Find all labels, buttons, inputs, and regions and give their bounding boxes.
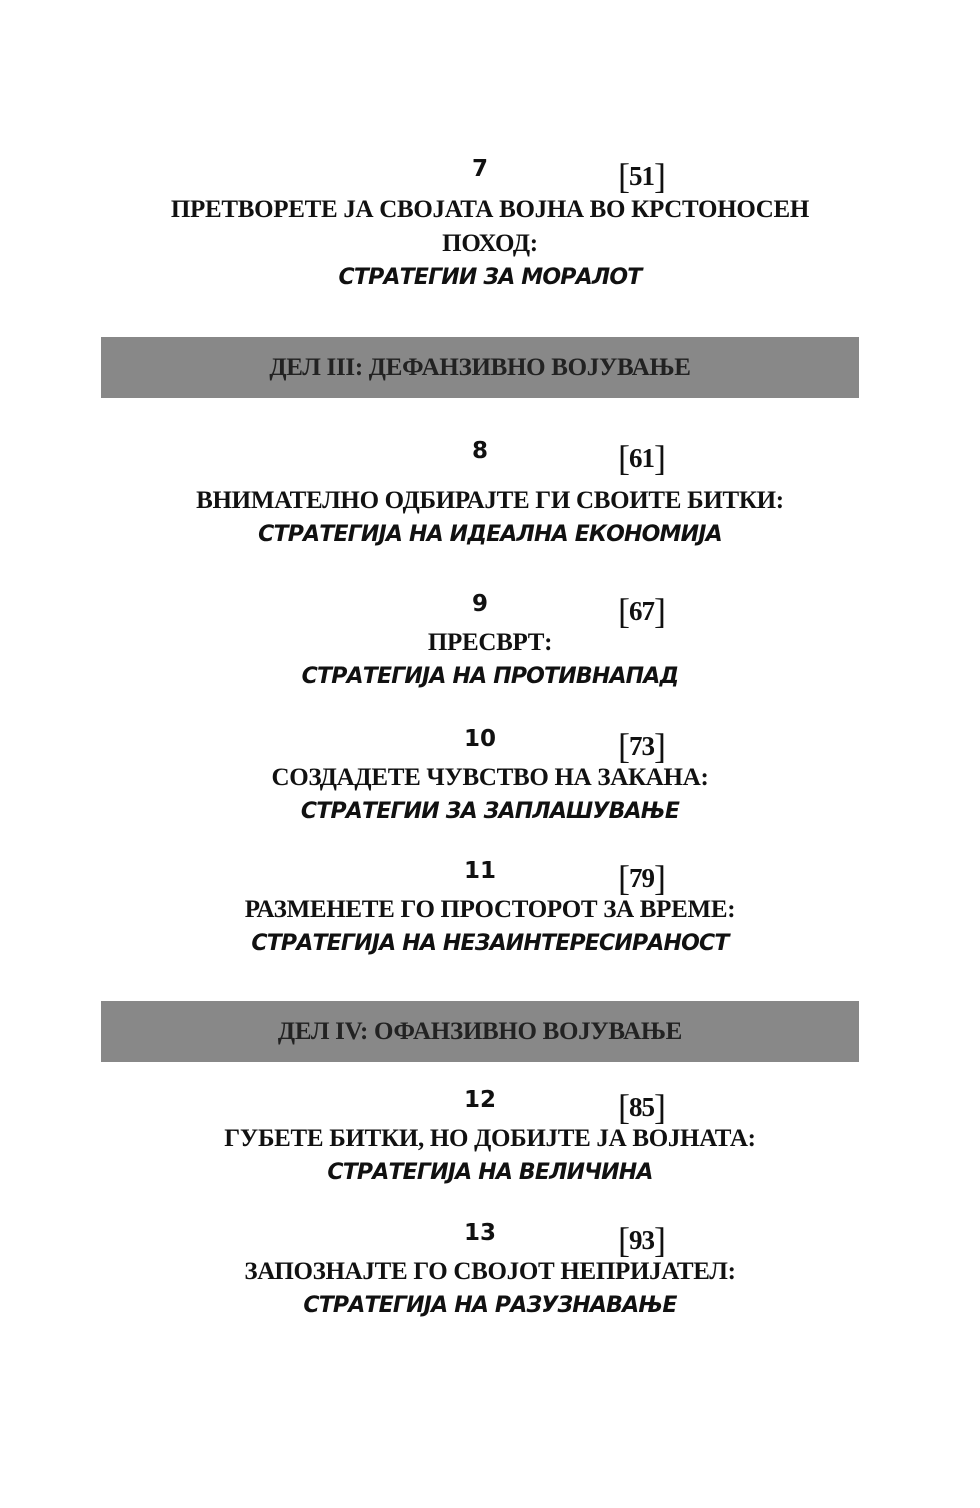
part-3-banner: ДЕЛ III: ДЕФАНЗИВНО ВОЈУВАЊЕ [101,337,859,398]
chapter-number: 12 [463,1087,496,1113]
chapter-8-entry[interactable] [0,484,980,552]
chapter-number: 7 [471,156,488,182]
chapter-number: 8 [471,438,488,464]
chapter-subtitle: СТРАТЕГИЈА НА НЕЗАИНТЕРЕСИРАНОСТ [251,931,729,956]
chapter-8-header [0,434,980,478]
chapter-11-header [0,854,980,898]
chapter-number: 10 [463,726,496,752]
page-reference[interactable]: [73] [618,726,665,766]
page-reference[interactable]: [93] [618,1220,665,1260]
chapter-subtitle: СТРАТЕГИИ ЗА МОРАЛОТ [338,265,642,290]
chapter-title: ГУБЕТЕ БИТКИ, НО ДОБИЈТЕ ЈА ВОЈНАТА: [224,1125,756,1152]
chapter-9-header [0,587,980,631]
chapter-subtitle: СТРАТЕГИЈА НА ИДЕАЛНА ЕКОНОМИЈА [258,522,722,547]
page-reference[interactable]: [85] [618,1087,665,1127]
chapter-number: 13 [463,1220,496,1246]
chapter-subtitle: СТРАТЕГИЈА НА ВЕЛИЧИНА [327,1160,653,1185]
chapter-12-header [0,1083,980,1127]
chapter-title: ПРЕСВРТ: [427,629,553,656]
chapter-title: РАЗМЕНЕТЕ ГО ПРОСТОРОТ ЗА ВРЕМЕ: [244,896,736,923]
page-reference[interactable]: [67] [618,591,665,631]
chapter-title: ЗАПОЗНАЈТЕ ГО СВОЈОТ НЕПРИЈАТЕЛ: [244,1258,736,1285]
chapter-number: 11 [463,858,496,884]
part-4-banner: ДЕЛ IV: ОФАНЗИВНО ВОЈУВАЊЕ [101,1001,859,1062]
chapter-title: СОЗДАДЕТЕ ЧУВСТВО НА ЗАКАНА: [271,764,709,791]
chapter-subtitle: СТРАТЕГИЈА НА ПРОТИВНАПАД [301,664,679,689]
chapter-subtitle: СТРАТЕГИЈА НА РАЗУЗНАВАЊЕ [303,1293,677,1318]
chapter-title: ВНИМАТЕЛНО ОДБИРАЈТЕ ГИ СВОИТЕ БИТКИ: [196,487,784,514]
page-reference[interactable]: [51] [618,156,665,196]
chapter-13-entry[interactable] [0,1255,980,1323]
chapter-title-line2: ПОХОД: [442,230,538,257]
chapter-subtitle: СТРАТЕГИИ ЗА ЗАПЛАШУВАЊЕ [300,799,680,824]
chapter-10-header [0,722,980,766]
page-reference[interactable]: [61] [618,438,665,478]
chapter-13-header [0,1216,980,1260]
chapter-11-entry[interactable] [0,893,980,961]
chapter-7-entry[interactable] [0,193,980,295]
chapter-10-entry[interactable] [0,761,980,829]
chapter-number: 9 [471,591,488,617]
chapter-12-entry[interactable] [0,1122,980,1190]
chapter-7-header [0,152,980,196]
page-reference[interactable]: [79] [618,858,665,898]
chapter-title: ПРЕТВОРЕТЕ ЈА СВОЈАТА ВОЈНА ВО КРСТОНОСЕН [170,196,810,223]
chapter-9-entry[interactable] [0,626,980,694]
